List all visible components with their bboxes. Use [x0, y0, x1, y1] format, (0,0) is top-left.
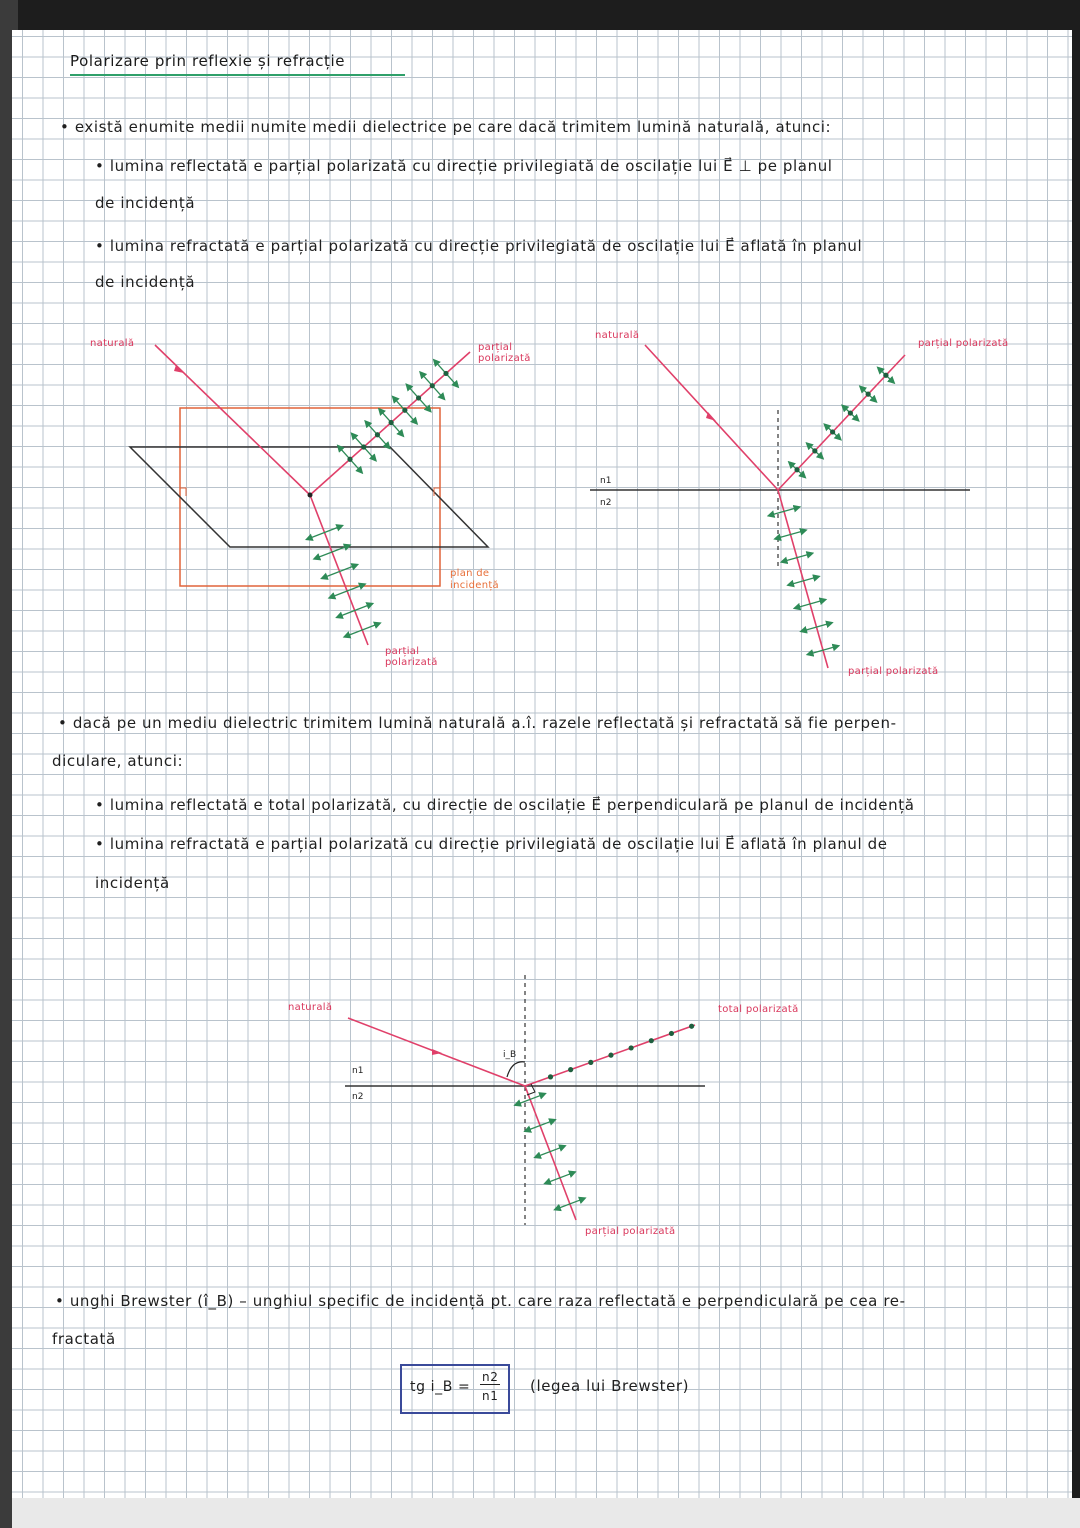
refracted-oscillations: [517, 1094, 583, 1208]
oscillation-arrow: [346, 624, 378, 636]
formula-denominator: n1: [482, 1389, 499, 1403]
diagram3: [345, 975, 705, 1225]
oscillation-dot: [629, 1045, 634, 1050]
oscillation-dot: [689, 1024, 694, 1029]
oscillation-arrow: [547, 1173, 573, 1183]
incident-ray-arrow: [174, 365, 184, 373]
section3-line1: • unghi Brewster (î_B) – unghiul specific de incidență pt. care raza reflectată e perpendiculară pe cea re-: [55, 1292, 906, 1310]
d1-refracted-label: parțial polarizată: [385, 646, 438, 668]
oscillation-arrow: [537, 1147, 563, 1157]
d3-refracted-label: parțial polarizată: [585, 1226, 676, 1237]
diagram1: [130, 345, 488, 645]
oscillation-dot: [669, 1031, 674, 1036]
section1-bullet2-line2: de incidență: [95, 273, 196, 291]
brewster-angle-arc: [507, 1062, 525, 1077]
oscillation-dot: [848, 410, 853, 415]
oscillation-arrow: [339, 604, 371, 616]
d3-n1-label: n1: [352, 1066, 364, 1076]
section1-bullet1-line2: de incidență: [95, 194, 196, 212]
oscillation-dot: [812, 448, 817, 453]
oscillation-dot: [416, 395, 421, 400]
refracted-ray: [525, 1086, 576, 1220]
section2-intro-line1: • dacă pe un mediu dielectric trimitem lumină naturală a.î. razele reflectată și refractată să fie perpen-: [58, 714, 897, 732]
oscillation-dot: [866, 392, 871, 397]
oscillation-dot: [347, 457, 352, 462]
refracted-ray: [310, 495, 368, 645]
section2-intro-line2: diculare, atunci:: [52, 752, 184, 770]
oscillation-dot: [389, 420, 394, 425]
section3-line2: fractată: [52, 1330, 116, 1348]
oscillation-arrow: [309, 526, 341, 538]
oscillation-dot: [430, 383, 435, 388]
oscillation-dot: [375, 432, 380, 437]
oscillation-dot: [649, 1038, 654, 1043]
section1-intro: • există enumite medii numite medii dielectrice pe care dacă trimitem lumină naturală, atunci:: [60, 118, 832, 136]
d3-natural-label: naturală: [288, 1002, 333, 1013]
d3-n2-label: n2: [352, 1092, 364, 1102]
formula-left: tg i_B =: [410, 1379, 471, 1395]
d1-plane-label: plan de incidență: [450, 568, 499, 591]
d2-natural-label: naturală: [595, 330, 640, 341]
diagram2: [590, 345, 970, 668]
d1-natural-label: naturală: [90, 338, 135, 349]
brewster-law-label: (legea lui Brewster): [530, 1377, 690, 1395]
oscillation-arrow: [517, 1094, 543, 1104]
section1-bullet1-line1: • lumina reflectată e parțial polarizată cu direcție privilegiată de oscilație lui E⃗ ⊥ pe planul: [95, 157, 833, 175]
oscillation-dot: [794, 467, 799, 472]
section2-bullet1: • lumina reflectată e total polarizată, cu direcție de oscilație E⃗ perpendiculară pe planul de incidență: [95, 796, 915, 814]
oscillation-dot: [588, 1060, 593, 1065]
section1-bullet2-line1: • lumina refractată e parțial polarizată cu direcție privilegiată de oscilație lui E⃗ aflată în planul: [95, 237, 863, 255]
brewster-formula-box: [400, 1364, 510, 1414]
oscillation-arrow: [527, 1121, 553, 1131]
d3-reflected-label: total polarizată: [718, 1004, 799, 1015]
d1-reflected-label: parțial polarizată: [478, 342, 531, 364]
oscillation-arrow: [557, 1199, 583, 1209]
d2-refracted-label: parțial polarizată: [848, 666, 939, 677]
oscillation-dot: [568, 1067, 573, 1072]
oscillation-dot: [608, 1053, 613, 1058]
d2-n2-label: n2: [600, 498, 612, 508]
formula-numerator: n2: [482, 1370, 499, 1384]
oscillation-dot: [402, 408, 407, 413]
d2-n1-label: n1: [600, 476, 612, 486]
oscillation-dot: [548, 1074, 553, 1079]
oscillation-dot: [361, 444, 366, 449]
right-angle-mark-left: [180, 488, 186, 496]
refracted-ray: [778, 490, 828, 668]
refracted-oscillations: [771, 508, 837, 654]
d3-angle-label: i_B: [503, 1050, 517, 1060]
page-title: Polarizare prin reflexie și refracție: [70, 52, 346, 70]
oscillation-dot: [883, 373, 888, 378]
oscillation-arrow: [324, 565, 356, 577]
oscillation-dot: [830, 429, 835, 434]
incidence-point: [308, 493, 313, 498]
section2-bullet2-line1: • lumina refractată e parțial polarizată cu direcție privilegiată de oscilație lui E⃗ aflată în planul de: [95, 835, 888, 853]
d2-reflected-label: parțial polarizată: [918, 338, 1009, 349]
oscillation-dot: [443, 371, 448, 376]
section2-bullet2-line2: incidență: [95, 874, 170, 892]
